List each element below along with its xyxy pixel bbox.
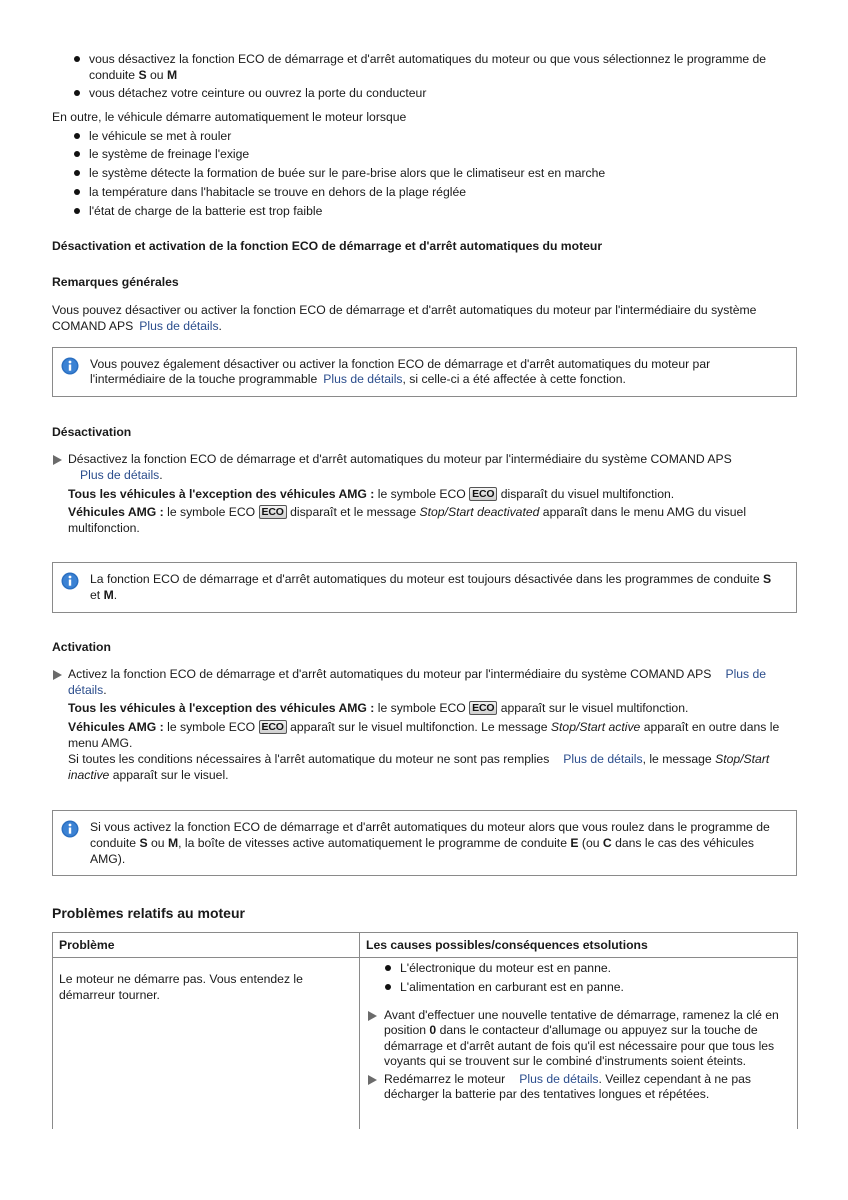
eco-icon: ECO (259, 720, 287, 734)
column-header-causes: Les causes possibles/conséquences etsolutions (360, 932, 798, 958)
details-link[interactable]: Plus de détails (68, 667, 767, 697)
info-note: Vous pouvez également désactiver ou activer la fonction ECO de démarrage et d'arrêt automatiques du moteur par l'intermédiaire de la touche programmable Plus de détails, si celle-ci a été affectée à cette fonction. (52, 347, 797, 397)
eco-icon: ECO (469, 701, 497, 715)
info-note: La fonction ECO de démarrage et d'arrêt automatiques du moteur est toujours désactivée dans les programmes de conduite S et M. (52, 562, 797, 612)
engine-restart-conditions-list (52, 52, 797, 102)
deactivation-steps (52, 452, 797, 536)
instruction-step: Redémarrez le moteur Plus de détails. Veillez cependant à ne pas décharger la batterie par des tentatives longues et répétées. (366, 1072, 791, 1103)
list-item: L'alimentation en carburant est en panne. (382, 980, 791, 996)
deactivation-title: Désactivation (52, 424, 132, 439)
problems-title: Problèmes relatifs au moteur (52, 905, 245, 922)
info-icon (61, 820, 79, 838)
eco-icon: ECO (259, 505, 287, 519)
details-link[interactable]: Plus de détails (563, 752, 643, 767)
eco-icon: ECO (469, 487, 497, 501)
general-remarks-text: Vous pouvez désactiver ou activer la fonction ECO de démarrage et d'arrêt automatiques du moteur par l'intermédiaire du système COMAND APS Plus de détails. (52, 303, 757, 334)
section-title: Désactivation et activation de la fonction ECO de démarrage et d'arrêt automatiques du moteur (52, 239, 603, 254)
activation-steps (52, 667, 797, 783)
details-link[interactable]: Plus de détails (323, 372, 403, 387)
instruction-step: Désactivez la fonction ECO de démarrage et d'arrêt automatiques du moteur par l'intermédiaire du système COMAND APS Plus de détails. (52, 452, 797, 483)
list-item: le système de freinage l'exige (72, 147, 797, 163)
problem-cell: Le moteur ne démarre pas. Vous entendez le démarreur tourner. (53, 958, 360, 1129)
all-vehicles-result: Tous les véhicules à l'exception des véhicules AMG : le symbole ECO ECO apparaît sur le visuel multifonction. (68, 701, 689, 716)
amg-vehicles-result: Véhicules AMG : le symbole ECO ECO apparaît sur le visuel multifonction. Le message Stop/Start active apparaît en outre dans le menu AMG. (68, 719, 780, 750)
general-remarks-title: Remarques générales (52, 274, 179, 289)
auto-restart-list (52, 129, 797, 220)
inactive-condition: Si toutes les conditions nécessaires à l'arrêt automatique du moteur ne sont pas remplies Plus de détails, le message Stop/Start inactive apparaît sur le visuel. (68, 752, 770, 782)
instruction-step: Avant d'effectuer une nouvelle tentative de démarrage, ramenez la clé en position 0 dans le contacteur d'allumage ou appuyez sur la touche de démarrage et d'arrêt autant de fois qu'il est nécessaire pour que tous les voyants qui se trouvent sur le combiné d'instruments soient éteints. (366, 1008, 791, 1070)
info-icon (61, 357, 79, 375)
manual-page (52, 52, 797, 1129)
list-item: vous désactivez la fonction ECO de démarrage et d'arrêt automatiques du moteur ou que vous sélectionnez le programme de conduite S ou M (72, 52, 797, 83)
list-item: la température dans l'habitacle se trouve en dehors de la plage réglée (72, 185, 797, 201)
details-link[interactable]: Plus de détails (80, 468, 160, 483)
table-row (53, 958, 798, 1129)
instruction-step: Activez la fonction ECO de démarrage et d'arrêt automatiques du moteur par l'intermédiaire du système COMAND APS Plus de détails. (52, 667, 797, 698)
details-link[interactable]: Plus de détails (139, 319, 219, 334)
activation-title: Activation (52, 639, 111, 654)
causes-cell (360, 958, 798, 1129)
info-icon (61, 572, 79, 590)
list-item: vous détachez votre ceinture ou ouvrez la porte du conducteur (72, 86, 797, 102)
details-link[interactable]: Plus de détails (519, 1071, 599, 1086)
column-header-problem: Problème (53, 932, 360, 958)
list-item: le véhicule se met à rouler (72, 129, 797, 145)
list-item: le système détecte la formation de buée sur le pare-brise alors que le climatiseur est en marche (72, 166, 797, 182)
engine-problems-table (52, 932, 798, 1129)
amg-vehicles-result: Véhicules AMG : le symbole ECO ECO disparaît et le message Stop/Start deactivated apparaît dans le menu AMG du visuel multifonction. (68, 505, 747, 535)
table-header (53, 932, 798, 958)
all-vehicles-result: Tous les véhicules à l'exception des véhicules AMG : le symbole ECO ECO disparaît du visuel multifonction. (68, 486, 675, 501)
info-note: Si vous activez la fonction ECO de démarrage et d'arrêt automatiques du moteur alors que vous roulez dans le programme de conduite S ou M, la boîte de vitesses active automatiquement le programme de conduite E (ou C dans le cas des véhicules AMG). (52, 810, 797, 876)
list-item: l'état de charge de la batterie est trop faible (72, 204, 797, 220)
restart-intro: En outre, le véhicule démarre automatiquement le moteur lorsque (52, 109, 407, 124)
causes-list (366, 961, 791, 995)
list-item: L'électronique du moteur est en panne. (382, 961, 791, 977)
solution-steps (366, 1008, 791, 1104)
